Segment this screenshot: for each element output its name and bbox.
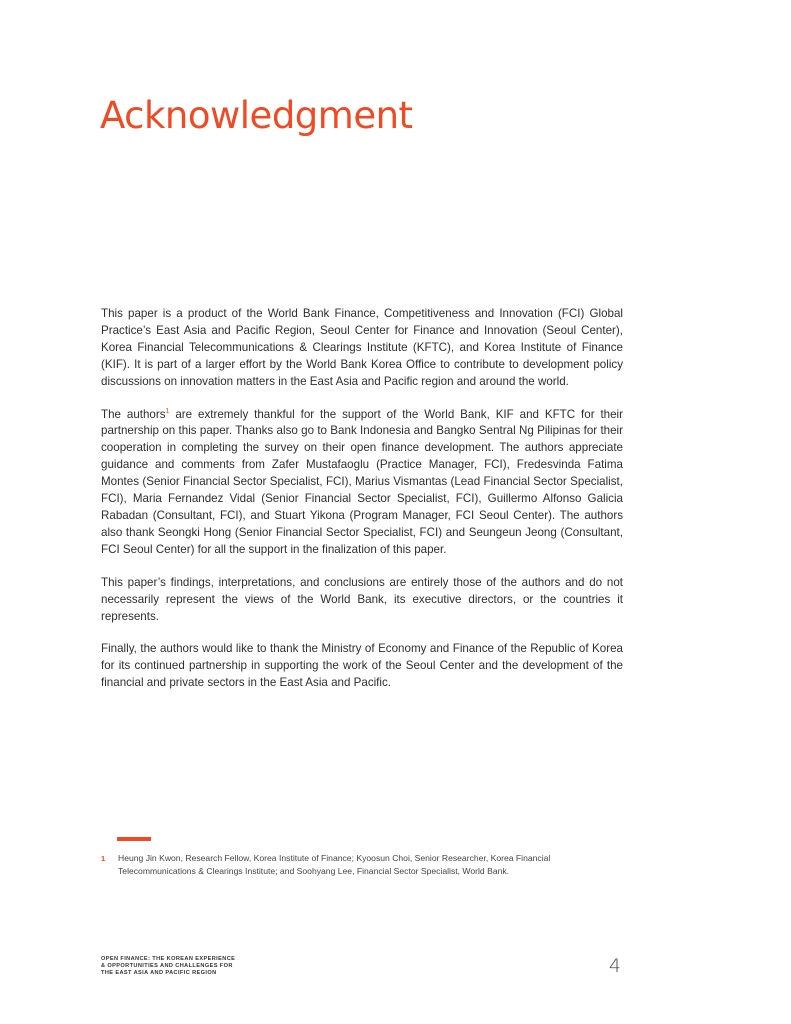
page-number: 4 <box>608 955 621 977</box>
running-title-line-1: OPEN FINANCE: THE KOREAN EXPERIENCE <box>101 956 236 962</box>
running-title <box>101 956 301 977</box>
body-text <box>101 306 623 708</box>
footnote-number: 1 <box>101 854 106 863</box>
footnote-text: Heung Jin Kwon, Research Fellow, Korea Institute of Finance; Kyoosun Choi, Senior Researcher, Korea Financial Telecommunications & Clearings Institute; and Soohyang Lee, Financial Sector Specialist, World Bank. <box>118 853 551 876</box>
paragraph-2-lead: The authors <box>101 407 166 421</box>
footnote-divider <box>117 837 151 841</box>
running-title-line-3: THE EAST ASIA AND PACIFIC REGION <box>101 970 217 976</box>
paragraph-4: Finally, the authors would like to thank the Ministry of Economy and Finance of the Republic of Korea for its continued partnership in supporting the work of the Seoul Center and the development of the financial and private sectors in the East Asia and Pacific. <box>101 642 623 690</box>
footnote-reference[interactable]: 1 <box>165 407 170 415</box>
footnote <box>101 852 623 878</box>
page-title: Acknowledgment <box>100 94 413 137</box>
paragraph-2-rest: are extremely thankful for the support of the World Bank, KIF and KFTC for their partnership on this paper. Thanks also go to Bank Indonesia and Bangko Sentral Ng Pilipinas for their cooperation in completing the survey on their open finance development. The authors appreciate guidance and comments from Zafer Mustafaoglu (Practice Manager, FCI), Fredesvinda Fatima Montes (Senior Financial Sector Specialist, FCI), Marius Vismantas (Lead Financial Sector Specialist, FCI), Maria Fernandez Vidal (Senior Financial Sector Specialist, FCI), Guillermo Alfonso Galicia Rabadan (Consultant, FCI), and Stuart Yikona (Program Manager, FCI Seoul Center). The authors also thank Seongki Hong (Senior Financial Sector Specialist, FCI) and Seungeun Jeong (Consultant, FCI Seoul Center) for all the support in the finalization of this paper. <box>101 407 623 556</box>
running-title-line-2: & OPPORTUNITIES AND CHALLENGES FOR <box>101 963 233 969</box>
paragraph-2 <box>101 407 623 559</box>
paragraph-1: This paper is a product of the World Bank Finance, Competitiveness and Innovation (FCI) Global Practice’s East Asia and Pacific Region, Seoul Center for Finance and Innovation (Seoul Center), Korea Financial Telecommunications & Clearings Institute (KFTC), and Korea Institute of Finance (KIF). It is part of a larger effort by the World Bank Korea Office to contribute to development policy discussions on innovation matters in the East Asia and Pacific region and around the world. <box>101 307 623 388</box>
paragraph-3: This paper’s findings, interpretations, and conclusions are entirely those of the authors and do not necessarily represent the views of the World Bank, its executive directors, or the countries it represents. <box>101 575 623 623</box>
